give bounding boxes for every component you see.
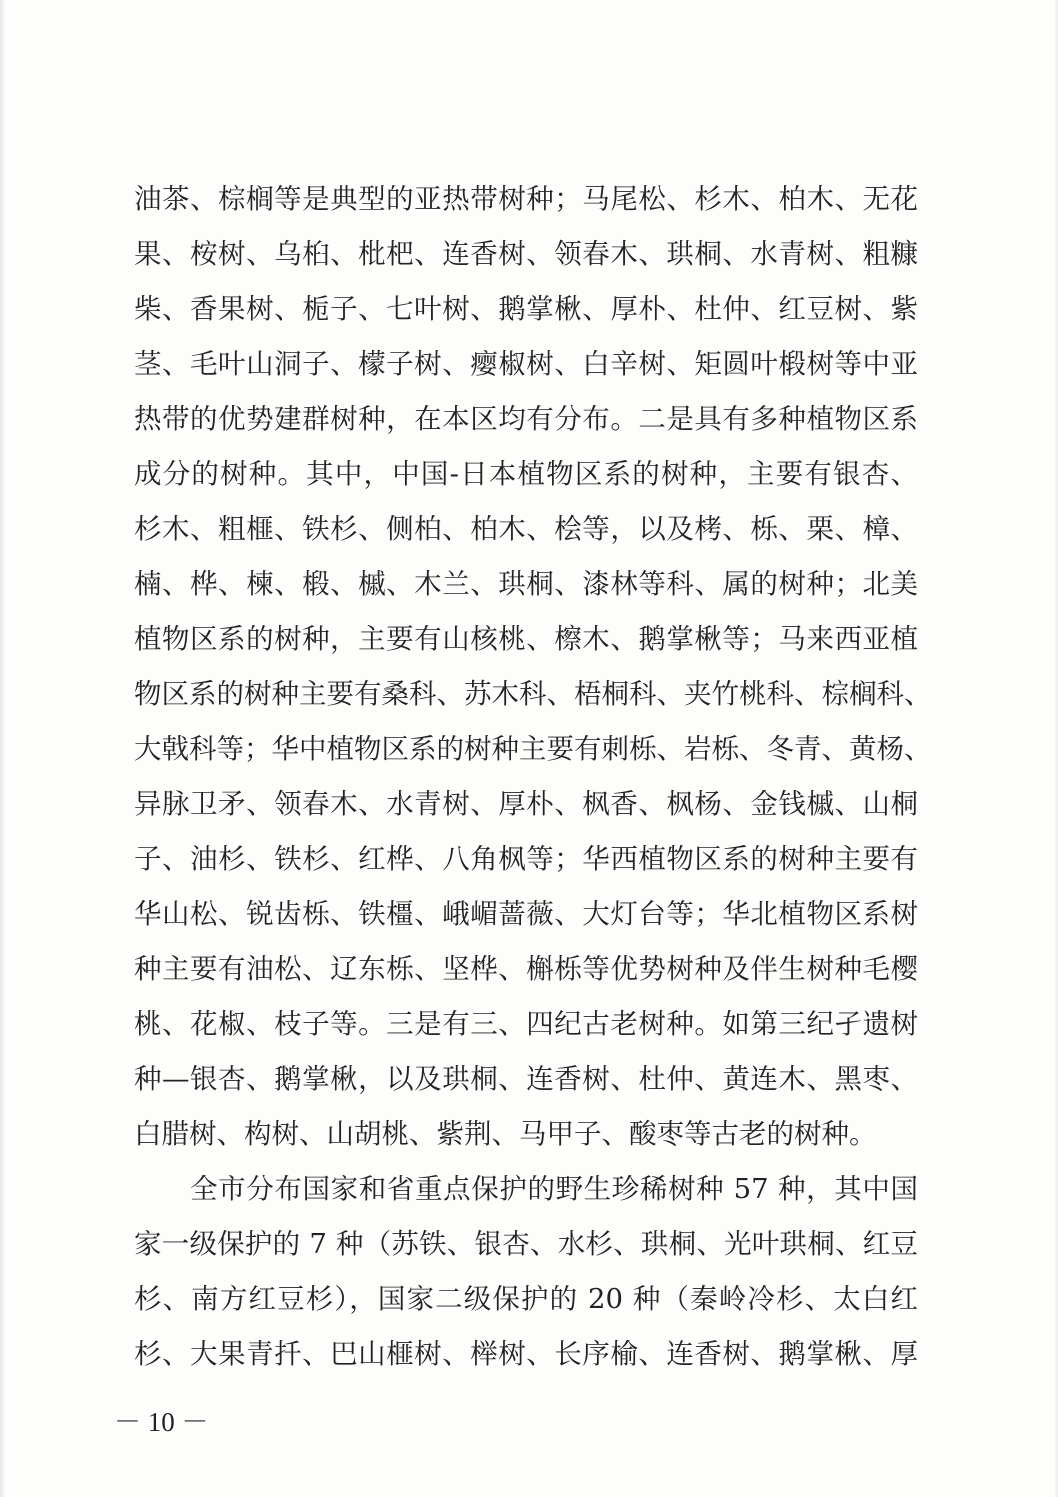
text-line: 杉木、粗榧、铁杉、侧柏、柏木、桧等，以及栲、栎、栗、樟、 — [134, 513, 918, 545]
text-line: 果、桉树、乌桕、枇杷、连香树、领春木、珙桐、水青树、粗糠 — [134, 238, 918, 270]
text-line: 杉、大果青扦、巴山榧树、榉树、长序榆、连香树、鹅掌楸、厚 — [134, 1338, 918, 1370]
body-text — [134, 172, 932, 1382]
paragraph-start-line: 全市分布国家和省重点保护的野生珍稀树种 57 种，其中国 — [190, 1173, 918, 1205]
text-line: 物区系的树种主要有桑科、苏木科、梧桐科、夹竹桃科、棕榈科、 — [134, 678, 932, 710]
page-right-edge-shadow — [1054, 0, 1058, 1497]
text-line: 热带的优势建群树种，在本区均有分布。二是具有多种植物区系 — [134, 403, 918, 435]
text-line: 种—银杏、鹅掌楸，以及珙桐、连香树、杜仲、黄连木、黑枣、 — [134, 1063, 918, 1095]
text-line: 茎、毛叶山洞子、檬子树、瘿椒树、白辛树、矩圆叶椴树等中亚 — [134, 348, 918, 380]
text-line: 异脉卫矛、领春木、水青树、厚朴、枫香、枫杨、金钱槭、山桐 — [134, 788, 918, 820]
text-line: 子、油杉、铁杉、红桦、八角枫等；华西植物区系的树种主要有 — [134, 843, 918, 875]
text-line: 家一级保护的 7 种（苏铁、银杏、水杉、珙桐、光叶珙桐、红豆 — [134, 1228, 918, 1260]
text-line: 柴、香果树、栀子、七叶树、鹅掌楸、厚朴、杜仲、红豆树、紫 — [134, 293, 918, 325]
paragraph-end-line: 白腊树、构树、山胡桃、紫荆、马甲子、酸枣等古老的树种。 — [134, 1118, 877, 1150]
page-left-edge-shadow — [0, 0, 6, 1497]
text-line: 华山松、锐齿栎、铁橿、峨嵋蔷薇、大灯台等；华北植物区系树 — [134, 898, 918, 930]
text-line: 大戟科等；华中植物区系的树种主要有刺栎、岩栎、冬青、黄杨、 — [134, 733, 932, 765]
page-number: － 10 － — [114, 1407, 209, 1437]
text-line: 植物区系的树种，主要有山核桃、檫木、鹅掌楸等；马来西亚植 — [134, 623, 918, 655]
text-line: 桃、花椒、枝子等。三是有三、四纪古老树种。如第三纪孑遗树 — [134, 1008, 918, 1040]
text-line: 楠、桦、楝、椴、槭、木兰、珙桐、漆林等科、属的树种；北美 — [134, 568, 918, 600]
text-line: 成分的树种。其中，中国-日本植物区系的树种，主要有银杏、 — [134, 458, 918, 490]
text-line: 杉、南方红豆杉），国家二级保护的 20 种（秦岭冷杉、太白红 — [134, 1283, 918, 1315]
text-line: 油茶、棕榈等是典型的亚热带树种；马尾松、杉木、柏木、无花 — [134, 183, 918, 215]
text-line: 种主要有油松、辽东栎、坚桦、槲栎等优势树种及伴生树种毛樱 — [134, 953, 918, 985]
